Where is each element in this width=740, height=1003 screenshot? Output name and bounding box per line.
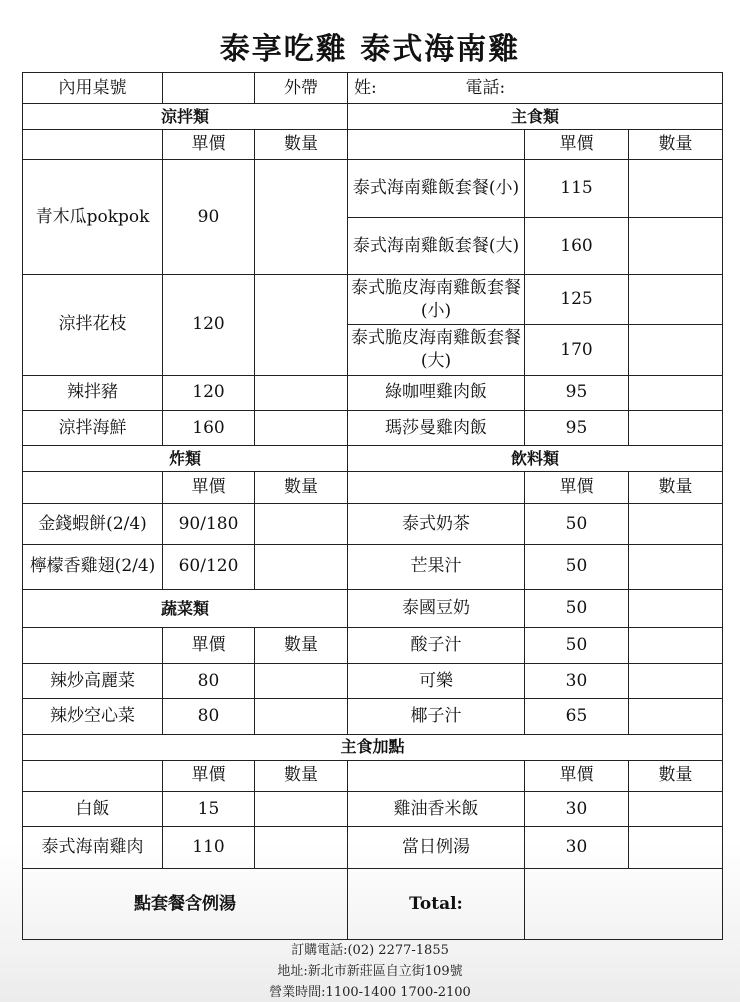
section-fried: 炸類 [23,446,348,472]
qty-input[interactable] [629,628,723,664]
blank-cell [348,472,525,504]
menu-item-name: 金錢蝦餅(2/4) [23,504,163,544]
menu-item-name: 白飯 [23,791,163,826]
name-label: 姓: [354,77,377,98]
menu-item-price: 50 [525,628,629,664]
qty-input[interactable] [629,589,723,627]
dine-in-table-field[interactable] [163,73,255,104]
section-cold-dishes: 涼拌類 [23,104,348,130]
dine-in-table-label: 內用桌號 [23,73,163,104]
menu-item-name: 泰式脆皮海南雞飯套餐(小) [348,275,525,325]
menu-item-price: 120 [163,375,255,410]
section-main-dishes: 主食類 [348,104,723,130]
order-phone: 訂購電話:(02) 2277-1855 [291,943,449,958]
total-label: Total: [348,869,525,940]
menu-item-price: 110 [163,827,255,869]
menu-item-price: 80 [163,664,255,699]
price-header: 單價 [163,760,255,791]
menu-item-price: 90/180 [163,504,255,544]
menu-item-price: 120 [163,275,255,376]
menu-item-price: 30 [525,664,629,699]
set-meal-note: 點套餐含例湯 [23,869,348,940]
qty-input[interactable] [255,160,348,275]
qty-input[interactable] [629,544,723,589]
qty-header: 數量 [629,472,723,504]
price-header: 單價 [163,130,255,160]
menu-item-name: 辣炒空心菜 [23,699,163,734]
menu-item-price: 115 [525,160,629,217]
qty-input[interactable] [629,160,723,217]
qty-header: 數量 [255,628,348,664]
section-add-ons: 主食加點 [23,734,723,760]
menu-item-name: 青木瓜pokpok [23,160,163,275]
menu-item-name: 綠咖哩雞肉飯 [348,375,525,410]
menu-item-name: 可樂 [348,664,525,699]
menu-item-name: 涼拌海鮮 [23,410,163,445]
menu-item-price: 170 [525,325,629,375]
menu-item-name: 當日例湯 [348,827,525,869]
menu-item-price: 30 [525,791,629,826]
qty-input[interactable] [629,375,723,410]
qty-input[interactable] [255,699,348,734]
menu-item-name: 泰式奶茶 [348,504,525,544]
qty-header: 數量 [629,130,723,160]
menu-item-price: 125 [525,275,629,325]
price-header: 單價 [163,628,255,664]
store-address: 地址:新北市新莊區自立街109號 [277,964,463,979]
price-header: 單價 [525,472,629,504]
menu-item-price: 30 [525,827,629,869]
qty-input[interactable] [629,504,723,544]
qty-input[interactable] [255,664,348,699]
qty-input[interactable] [629,410,723,445]
qty-header: 數量 [629,760,723,791]
qty-header: 數量 [255,130,348,160]
total-field[interactable] [525,869,723,940]
menu-item-name: 泰式海南雞飯套餐(小) [348,160,525,217]
page-title: 泰享吃雞 泰式海南雞 [219,32,521,67]
menu-item-name: 辣拌豬 [23,375,163,410]
qty-input[interactable] [629,699,723,734]
section-vegetables: 蔬菜類 [23,589,348,627]
takeout-label[interactable]: 外帶 [255,73,348,104]
menu-item-name: 芒果汁 [348,544,525,589]
blank-cell [348,130,525,160]
blank-cell [23,628,163,664]
qty-input[interactable] [629,275,723,325]
menu-item-price: 160 [163,410,255,445]
menu-item-name: 檸檬香雞翅(2/4) [23,544,163,589]
qty-input[interactable] [629,827,723,869]
menu-item-name: 椰子汁 [348,699,525,734]
blank-cell [348,760,525,791]
qty-header: 數量 [255,760,348,791]
price-header: 單價 [525,130,629,160]
menu-item-price: 80 [163,699,255,734]
menu-item-name: 泰式脆皮海南雞飯套餐(大) [348,325,525,375]
menu-item-name: 雞油香米飯 [348,791,525,826]
footer-info [0,940,740,1003]
menu-item-price: 90 [163,160,255,275]
qty-input[interactable] [255,544,348,589]
qty-input[interactable] [255,504,348,544]
menu-item-price: 95 [525,375,629,410]
qty-input[interactable] [255,791,348,826]
blank-cell [23,760,163,791]
menu-item-price: 50 [525,504,629,544]
menu-item-name: 泰國豆奶 [348,589,525,627]
qty-input[interactable] [255,375,348,410]
qty-input[interactable] [629,664,723,699]
qty-header: 數量 [255,472,348,504]
menu-item-price: 50 [525,589,629,627]
menu-item-price: 15 [163,791,255,826]
business-hours: 營業時間:1100-1400 1700-2100 [269,985,471,1000]
menu-item-name: 辣炒高麗菜 [23,664,163,699]
blank-cell [23,130,163,160]
menu-item-price: 60/120 [163,544,255,589]
menu-item-name: 瑪莎曼雞肉飯 [348,410,525,445]
menu-item-price: 95 [525,410,629,445]
menu-item-price: 160 [525,217,629,274]
price-header: 單價 [163,472,255,504]
section-drinks: 飲料類 [348,446,723,472]
menu-item-name: 泰式海南雞飯套餐(大) [348,217,525,274]
qty-input[interactable] [629,325,723,375]
menu-item-name: 涼拌花枝 [23,275,163,376]
order-form-table [22,72,723,940]
price-header: 單價 [525,760,629,791]
menu-item-price: 65 [525,699,629,734]
qty-input[interactable] [255,275,348,376]
customer-info-field[interactable] [348,73,723,104]
menu-item-name: 酸子汁 [348,628,525,664]
qty-input[interactable] [255,410,348,445]
menu-item-price: 50 [525,544,629,589]
blank-cell [23,472,163,504]
qty-input[interactable] [629,217,723,274]
qty-input[interactable] [255,827,348,869]
menu-item-name: 泰式海南雞肉 [23,827,163,869]
phone-label: 電話: [465,77,506,98]
qty-input[interactable] [629,791,723,826]
